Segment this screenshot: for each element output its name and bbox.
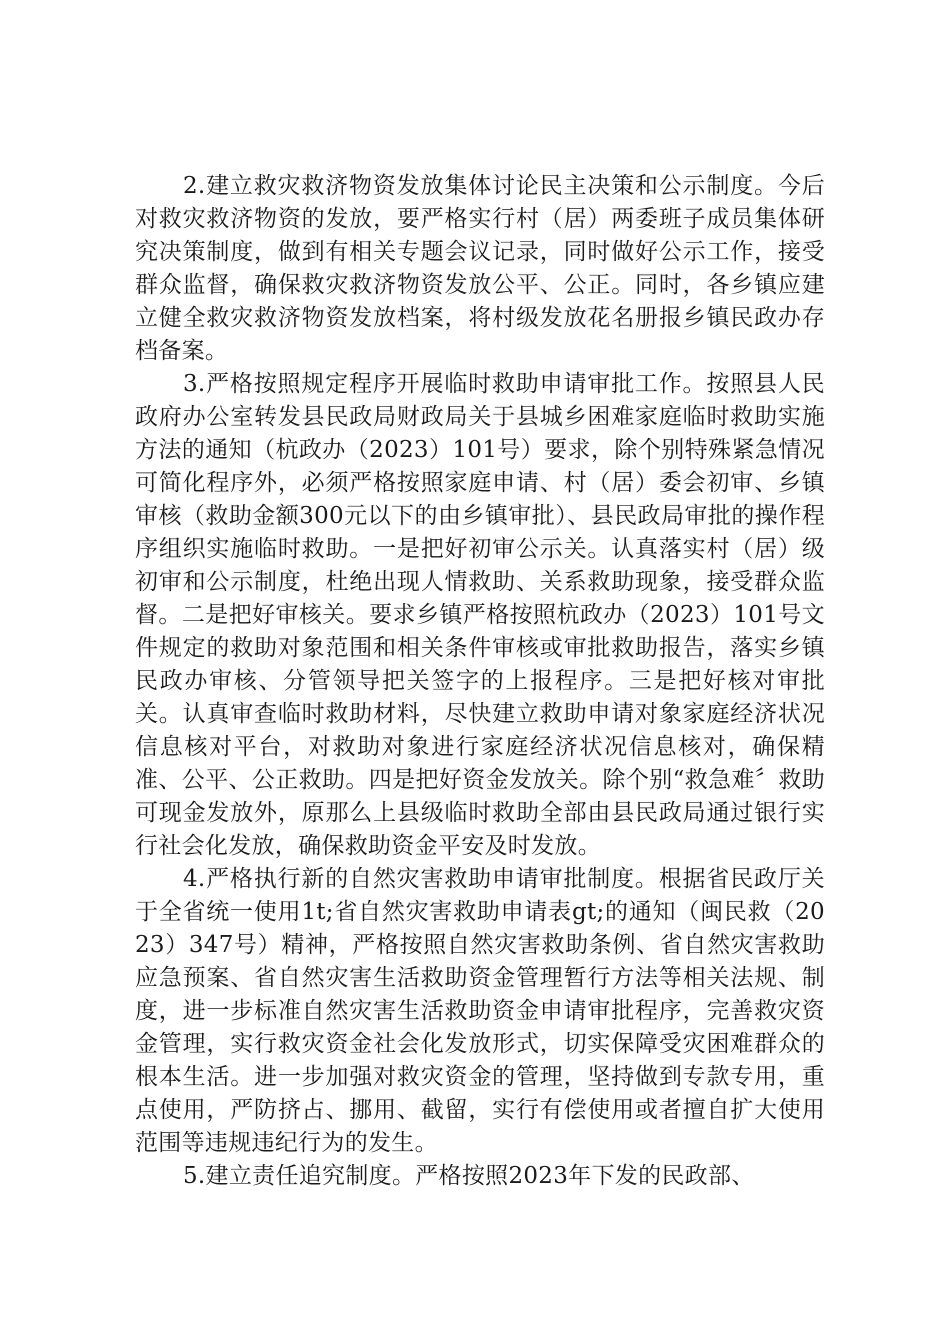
paragraph-item-4: 4.严格执行新的自然灾害救助申请审批制度。根据省民政厅关于全省统一使用1t;省自然灾害救助申请表gt;的通知（闽民救（2023）347号）精神，严格按照自然灾害救助条例、省自然灾害救助应急预案、省自然灾害生活救助资金管理暂行方法等相关法规、制度，进一步标准自然灾害生活救助资金申请审批程序，完善救灾资金管理，实行救灾资金社会化发放形式，切实保障受灾困难群众的根本生活。进一步加强对救灾资金的管理，坚持做到专款专用，重点使用，严防挤占、挪用、截留，实行有偿使用或者擅自扩大使用范围等违规违纪行为的发生。	[135, 866, 825, 1156]
document-body	[135, 170, 825, 1193]
paragraph-item-2: 2.建立救灾救济物资发放集体讨论民主决策和公示制度。今后对救灾救济物资的发放，要严格实行村（居）两委班子成员集体研究决策制度，做到有相关专题会议记录，同时做好公示工作，接受群众监督，确保救灾救济物资发放公平、公正。同时，各乡镇应建立健全救灾救济物资发放档案，将村级发放花名册报乡镇民政办存档备案。	[135, 173, 825, 364]
paragraph-item-5: 5.建立责任追究制度。严格按照2023年下发的民政部、	[183, 1163, 755, 1189]
paragraph-item-3: 3.严格按照规定程序开展临时救助申请审批工作。按照县人民政府办公室转发县民政局财政局关于县城乡困难家庭临时救助实施方法的通知（杭政办（2023）101号）要求，除个别特殊紧急情况可简化程序外，必须严格按照家庭申请、村（居）委会初审、乡镇审核（救助金额300元以下的由乡镇审批）、县民政局审批的操作程序组织实施临时救助。一是把好初审公示关。认真落实村（居）级初审和公示制度，杜绝出现人情救助、关系救助现象，接受群众监督。二是把好审核关。要求乡镇严格按照杭政办（2023）101号文件规定的救助对象范围和相关条件审核或审批救助报告，落实乡镇民政办审核、分管领导把关签字的上报程序。三是把好核对审批关。认真审查临时救助材料，尽快建立救助申请对象家庭经济状况信息核对平台，对救助对象进行家庭经济状况信息核对，确保精准、公平、公正救助。四是把好资金发放关。除个别“救急难〞救助可现金发放外，原那么上县级临时救助全部由县民政局通过银行实行社会化发放，确保救助资金平安及时发放。	[135, 371, 825, 859]
